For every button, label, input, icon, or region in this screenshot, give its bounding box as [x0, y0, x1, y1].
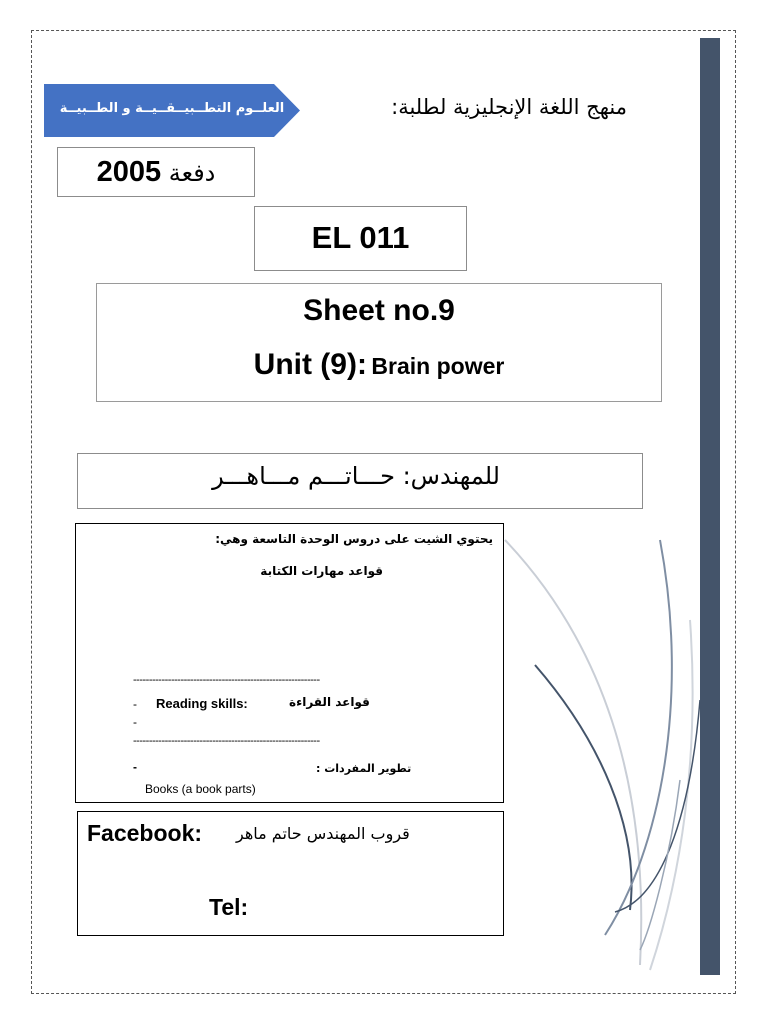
contact-box	[77, 811, 504, 936]
course-code: EL 011	[311, 220, 410, 255]
batch-label: دفعة	[168, 159, 216, 187]
batch-box	[57, 147, 255, 197]
facebook-group-name: قروب المهندس حاتم ماهر	[236, 824, 410, 843]
vocabulary-label: تطوير المفردات :	[316, 762, 412, 775]
sheet-number: Sheet no.9	[303, 294, 455, 327]
reading-skills-arabic: قواعد القراءة	[289, 695, 370, 709]
curriculum-title: منهج اللغة الإنجليزية لطلبة:	[391, 95, 627, 119]
contents-box	[75, 523, 504, 803]
unit-label: Unit (9):	[253, 348, 367, 381]
bullet-dash: -	[133, 760, 137, 774]
books-item: Books (a book parts)	[145, 782, 256, 796]
course-code-box	[254, 206, 467, 271]
faculty-ribbon	[44, 84, 300, 137]
faculty-name: العلــوم التطــبيــقــيــة و الطــبيــة	[59, 101, 285, 116]
unit-title: Brain power	[371, 353, 505, 379]
facebook-label: Facebook:	[87, 820, 203, 846]
reading-skills-label: Reading skills:	[156, 696, 248, 711]
side-bar-decoration	[700, 38, 720, 975]
contents-intro: يحتوي الشيت على دروس الوحدة التاسعة وهي:	[215, 532, 493, 546]
engineer-box	[77, 453, 643, 509]
engineer-name: للمهندس: حـــاتـــم مـــاهـــر	[212, 462, 500, 490]
bullet-dash: -	[133, 697, 137, 711]
divider-line: -----------------------------------------------------------	[133, 674, 320, 686]
tel-label: Tel:	[209, 894, 249, 920]
divider-line: -----------------------------------------------------------	[133, 735, 320, 747]
batch-year: 2005	[96, 156, 162, 188]
sheet-info-box	[96, 283, 662, 402]
bullet-dash: -	[133, 715, 137, 729]
writing-skills-item: قواعد مهارات الكتابة	[260, 564, 383, 578]
unit-line	[97, 348, 661, 382]
batch-line	[58, 156, 254, 189]
